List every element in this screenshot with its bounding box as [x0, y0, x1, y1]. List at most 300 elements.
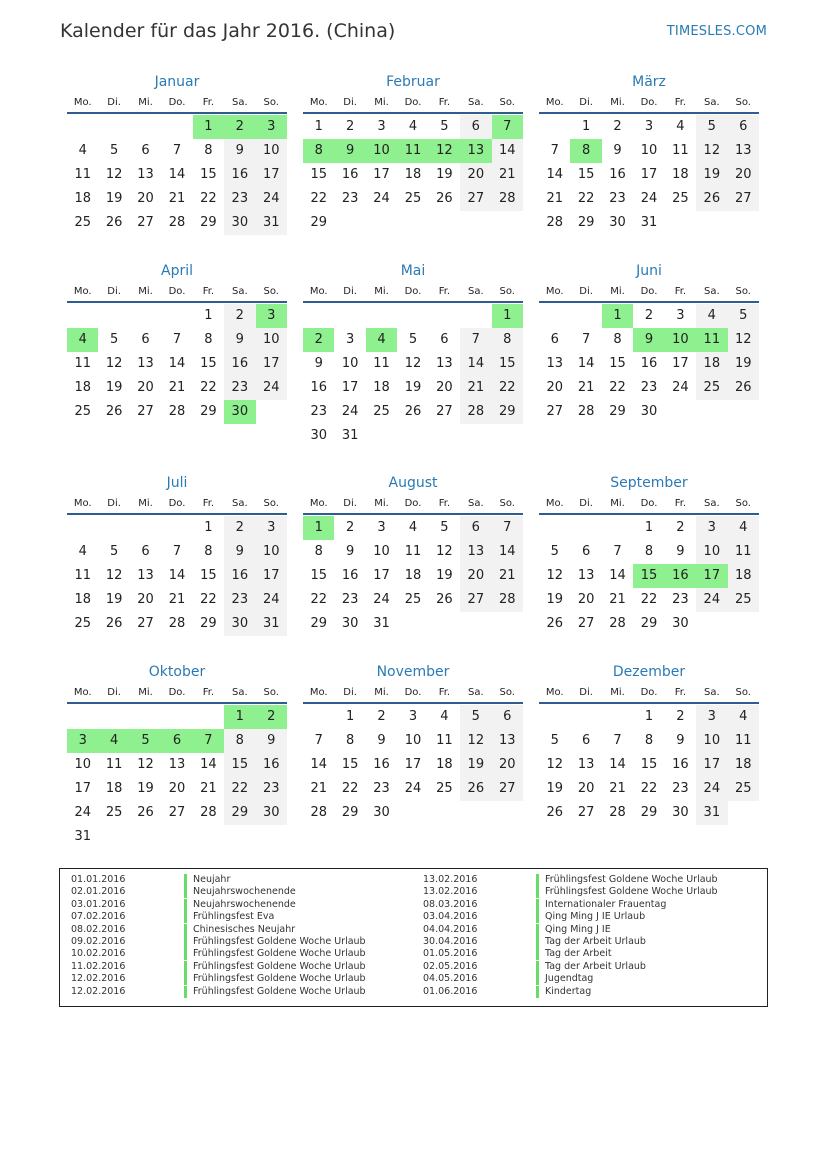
day: 16 [256, 753, 287, 777]
day: 10 [404, 733, 422, 748]
day: 27 [436, 404, 453, 419]
day: 3 [676, 308, 685, 323]
day-grid [303, 515, 523, 636]
day: 18 [728, 753, 759, 777]
day: 2 [644, 308, 654, 323]
legend-marker [184, 924, 187, 936]
day: 4 [78, 544, 87, 559]
day: 12 [696, 139, 727, 163]
day: 22 [200, 592, 217, 607]
weekday-label: Sa. [703, 687, 720, 698]
day: 5 [696, 115, 727, 139]
day: 26 [105, 215, 123, 230]
empty-cell [460, 304, 491, 328]
weekday-label: Mi. [138, 97, 153, 108]
empty-cell [397, 304, 428, 328]
day: 31 [256, 612, 287, 636]
day: 28 [609, 805, 626, 820]
day: 31 [256, 211, 287, 235]
holiday-day: 3 [256, 115, 287, 139]
day: 4 [408, 520, 418, 535]
day: 2 [345, 119, 355, 134]
day-grid [303, 303, 523, 448]
day-grid [539, 515, 759, 636]
weekday-label: So. [735, 286, 751, 297]
day: 17 [373, 568, 390, 583]
legend-date: 13.02.2016 [423, 874, 478, 885]
day: 26 [105, 616, 123, 631]
day: 1 [314, 119, 323, 134]
weekday-label: Mo. [545, 498, 564, 509]
day: 16 [310, 380, 327, 395]
day-grid [67, 303, 287, 424]
day: 17 [341, 380, 359, 395]
day: 13 [137, 568, 154, 583]
day: 6 [492, 705, 523, 729]
day: 13 [492, 729, 523, 753]
month-9 [539, 475, 759, 636]
day: 6 [550, 332, 559, 347]
day: 3 [256, 516, 287, 540]
weekday-label: Sa. [231, 97, 248, 108]
day: 13 [137, 167, 154, 182]
day: 18 [672, 167, 689, 182]
weekday-label: Mi. [610, 498, 625, 509]
weekday-label: Fr. [438, 687, 451, 698]
day: 27 [137, 616, 154, 631]
month-name: Januar [154, 74, 200, 90]
day: 14 [168, 356, 186, 371]
weekday-label: Sa. [467, 286, 484, 297]
day: 18 [404, 568, 422, 583]
day: 6 [581, 544, 591, 559]
weekday-label: Fr. [674, 498, 687, 509]
legend-row [71, 886, 366, 898]
day: 19 [404, 380, 422, 395]
day: 26 [105, 404, 123, 419]
legend-column-right [423, 874, 718, 998]
legend-row [71, 961, 366, 973]
empty-cell [98, 304, 129, 328]
day: 28 [492, 588, 523, 612]
day: 25 [404, 191, 422, 206]
day: 17 [256, 352, 287, 376]
day: 18 [74, 592, 91, 607]
weekday-label: Mo. [73, 286, 92, 297]
day-grid [539, 704, 759, 825]
day: 23 [256, 777, 287, 801]
weekday-label: Do. [640, 97, 658, 108]
day: 31 [640, 215, 658, 230]
day: 28 [492, 187, 523, 211]
weekday-label: Fr. [438, 498, 451, 509]
day: 24 [696, 588, 727, 612]
day: 27 [577, 805, 595, 820]
day: 30 [341, 616, 359, 631]
day: 14 [310, 757, 327, 772]
day: 8 [492, 328, 523, 352]
day: 2 [224, 304, 255, 328]
day: 11 [436, 733, 453, 748]
day: 9 [224, 328, 255, 352]
legend-row [423, 924, 718, 936]
day: 1 [204, 308, 213, 323]
weekday-label: Do. [640, 286, 658, 297]
day: 5 [440, 520, 449, 535]
day: 19 [546, 781, 563, 796]
month-5 [303, 263, 523, 448]
legend-row [423, 874, 718, 886]
legend-marker [184, 961, 187, 973]
day: 16 [341, 568, 359, 583]
empty-cell [539, 516, 570, 540]
day: 13 [436, 356, 453, 371]
day: 24 [672, 380, 689, 395]
empty-cell [67, 705, 98, 729]
holiday-day: 12 [429, 139, 460, 163]
holiday-day: 5 [130, 729, 161, 753]
day: 12 [436, 544, 453, 559]
weekday-label: Fr. [202, 286, 215, 297]
day: 22 [577, 191, 595, 206]
holiday-day: 11 [696, 328, 727, 352]
weekday-label: Sa. [703, 498, 720, 509]
day: 25 [105, 805, 123, 820]
day: 20 [577, 592, 595, 607]
holiday-day: 11 [397, 139, 428, 163]
month-name: Juli [166, 475, 188, 491]
weekday-label: Di. [579, 687, 593, 698]
day: 6 [581, 733, 591, 748]
legend-row [423, 911, 718, 923]
month-2 [303, 74, 523, 235]
holiday-legend [59, 868, 768, 1007]
day: 25 [373, 404, 390, 419]
day: 21 [492, 564, 523, 588]
legend-holiday-name: Frühlingsfest Goldene Woche Urlaub [193, 935, 366, 947]
weekday-label: So. [499, 97, 515, 108]
day: 12 [105, 568, 123, 583]
day: 24 [640, 191, 658, 206]
legend-row [423, 986, 718, 998]
legend-date: 08.02.2016 [71, 923, 126, 935]
day: 6 [728, 115, 759, 139]
day: 28 [168, 215, 186, 230]
legend-holiday-name: Chinesisches Neujahr [193, 923, 296, 935]
day: 26 [404, 404, 422, 419]
weekday-label: So. [263, 687, 279, 698]
day: 29 [310, 616, 327, 631]
legend-holiday-name: Frühlingsfest Goldene Woche Urlaub [545, 874, 718, 885]
holiday-day: 8 [570, 139, 601, 163]
day: 10 [640, 143, 658, 158]
day: 18 [436, 757, 453, 772]
day: 25 [74, 616, 91, 631]
day: 20 [137, 380, 154, 395]
day: 2 [676, 520, 685, 535]
legend-holiday-name: Kindertag [545, 985, 592, 997]
day: 18 [74, 380, 91, 395]
legend-holiday-name: Frühlingsfest Goldene Woche Urlaub [193, 973, 366, 985]
empty-cell [161, 705, 192, 729]
month-3 [539, 74, 759, 235]
day: 26 [460, 777, 491, 801]
day: 20 [460, 163, 491, 187]
day: 22 [640, 781, 658, 796]
day: 24 [696, 777, 727, 801]
weekday-label: Mi. [374, 286, 389, 297]
day: 16 [609, 167, 626, 182]
day: 13 [728, 139, 759, 163]
legend-date: 12.02.2016 [71, 973, 126, 985]
empty-cell [602, 516, 633, 540]
weekday-label: Do. [404, 498, 422, 509]
weekday-label: Mi. [610, 97, 625, 108]
day: 10 [373, 544, 390, 559]
day: 7 [172, 332, 182, 347]
day: 22 [200, 380, 217, 395]
day: 14 [168, 568, 186, 583]
empty-cell [130, 304, 161, 328]
day: 15 [341, 757, 359, 772]
day: 30 [672, 616, 689, 631]
legend-marker [184, 973, 187, 985]
day: 29 [640, 805, 658, 820]
day: 13 [168, 757, 186, 772]
empty-cell [193, 705, 224, 729]
day: 24 [341, 404, 359, 419]
weekday-label: Fr. [674, 97, 687, 108]
empty-cell [366, 304, 397, 328]
legend-marker [184, 886, 187, 898]
site-link[interactable]: TIMESLES.COM [666, 24, 767, 39]
day: 23 [373, 781, 390, 796]
holiday-day: 16 [665, 564, 696, 588]
day: 28 [200, 805, 217, 820]
legend-row [71, 899, 366, 911]
weekday-label: Mo. [545, 97, 564, 108]
day: 29 [310, 215, 327, 230]
day: 13 [137, 356, 154, 371]
day: 27 [137, 215, 154, 230]
day: 2 [345, 520, 355, 535]
legend-marker [184, 936, 187, 948]
day: 5 [550, 733, 559, 748]
day: 3 [377, 520, 386, 535]
weekday-label: Mo. [545, 286, 564, 297]
legend-row [71, 924, 366, 936]
day: 28 [168, 616, 186, 631]
day: 9 [345, 544, 355, 559]
weekday-label: Do. [168, 97, 186, 108]
day: 1 [581, 119, 591, 134]
day: 19 [105, 191, 123, 206]
day: 1 [204, 520, 213, 535]
day: 9 [613, 143, 622, 158]
month-name: Februar [386, 74, 440, 90]
day: 21 [168, 592, 186, 607]
day-grid [539, 114, 759, 235]
month-name: August [388, 475, 438, 491]
legend-row [71, 936, 366, 948]
day: 10 [256, 328, 287, 352]
month-10 [67, 664, 287, 849]
day: 6 [460, 516, 491, 540]
day: 16 [341, 167, 359, 182]
day: 8 [204, 143, 213, 158]
day: 30 [672, 805, 689, 820]
day: 25 [728, 777, 759, 801]
holiday-day: 3 [256, 304, 287, 328]
legend-marker [184, 874, 187, 886]
day: 7 [492, 516, 523, 540]
day: 15 [224, 753, 255, 777]
day: 29 [640, 616, 658, 631]
day: 12 [105, 167, 123, 182]
day: 25 [696, 376, 727, 400]
day: 12 [404, 356, 422, 371]
day: 26 [696, 187, 727, 211]
holiday-day: 9 [633, 328, 664, 352]
month-name: September [610, 475, 688, 491]
day: 10 [256, 139, 287, 163]
weekday-label: Sa. [703, 97, 720, 108]
day-grid [303, 704, 523, 825]
day: 21 [546, 191, 563, 206]
day: 3 [696, 516, 727, 540]
day: 2 [224, 516, 255, 540]
day: 13 [460, 540, 491, 564]
legend-row [71, 986, 366, 998]
day: 21 [168, 191, 186, 206]
day: 18 [696, 352, 727, 376]
day: 8 [204, 544, 213, 559]
empty-cell [161, 115, 192, 139]
day: 21 [168, 380, 186, 395]
holiday-day: 4 [67, 328, 98, 352]
day: 8 [644, 733, 654, 748]
month-1 [67, 74, 287, 235]
day: 21 [577, 380, 595, 395]
holiday-day: 7 [193, 729, 224, 753]
legend-holiday-name: Frühlingsfest Goldene Woche Urlaub [193, 985, 366, 997]
day: 3 [696, 705, 727, 729]
weekday-label: Do. [640, 687, 658, 698]
weekday-label: Mi. [374, 687, 389, 698]
weekday-label: Mo. [545, 687, 564, 698]
weekday-header [303, 495, 523, 515]
day: 11 [404, 544, 422, 559]
legend-date: 11.02.2016 [71, 960, 126, 972]
day: 14 [492, 540, 523, 564]
day: 5 [109, 143, 119, 158]
weekday-label: Di. [107, 687, 121, 698]
day: 30 [373, 805, 390, 820]
legend-date: 02.01.2016 [71, 886, 126, 898]
weekday-label: Sa. [703, 286, 720, 297]
weekday-label: Mi. [374, 97, 389, 108]
legend-date: 01.06.2016 [423, 985, 478, 997]
holiday-day: 2 [256, 705, 287, 729]
day: 22 [200, 191, 217, 206]
day: 1 [644, 520, 654, 535]
day: 27 [577, 616, 595, 631]
weekday-label: Mo. [309, 687, 328, 698]
day: 19 [728, 352, 759, 376]
day: 7 [460, 328, 491, 352]
empty-cell [161, 304, 192, 328]
day: 30 [310, 428, 327, 443]
legend-holiday-name: Neujahr [193, 874, 231, 885]
day: 19 [436, 568, 453, 583]
weekday-label: Mi. [610, 687, 625, 698]
holiday-day: 3 [67, 729, 98, 753]
legend-row [71, 911, 366, 923]
legend-date: 10.02.2016 [71, 948, 126, 960]
day: 29 [492, 400, 523, 424]
weekday-label: Mi. [138, 498, 153, 509]
day: 21 [200, 781, 217, 796]
holiday-day: 17 [696, 564, 727, 588]
day: 29 [577, 215, 595, 230]
legend-marker [536, 936, 539, 948]
day: 14 [609, 757, 626, 772]
day: 24 [74, 805, 91, 820]
weekday-label: So. [263, 498, 279, 509]
day: 19 [105, 380, 123, 395]
weekday-label: Fr. [674, 286, 687, 297]
empty-cell [429, 304, 460, 328]
legend-row [71, 948, 366, 960]
day: 1 [644, 709, 654, 724]
day: 24 [256, 187, 287, 211]
day: 14 [609, 568, 626, 583]
day: 4 [696, 304, 727, 328]
day: 7 [172, 143, 182, 158]
empty-cell [161, 516, 192, 540]
legend-date: 01.01.2016 [71, 874, 126, 885]
weekday-header [67, 495, 287, 515]
weekday-label: Do. [168, 498, 186, 509]
day: 27 [546, 404, 563, 419]
day: 11 [105, 757, 123, 772]
day: 23 [341, 191, 359, 206]
day: 11 [74, 356, 91, 371]
day: 6 [141, 544, 150, 559]
day: 30 [640, 404, 658, 419]
holiday-day: 2 [224, 115, 255, 139]
day: 12 [546, 568, 563, 583]
day: 28 [577, 404, 595, 419]
day: 6 [141, 332, 150, 347]
month-12 [539, 664, 759, 825]
legend-marker [536, 886, 539, 898]
legend-date: 04.04.2016 [423, 923, 478, 935]
empty-cell [67, 115, 98, 139]
day: 19 [137, 781, 154, 796]
month-name: November [376, 664, 450, 680]
month-name: Juni [636, 263, 662, 279]
weekday-header [67, 684, 287, 704]
day: 26 [137, 805, 154, 820]
day: 10 [256, 540, 287, 564]
day: 8 [314, 544, 323, 559]
day: 17 [672, 356, 689, 371]
day: 16 [672, 757, 689, 772]
day: 9 [256, 729, 287, 753]
day: 15 [310, 167, 327, 182]
day: 23 [609, 191, 626, 206]
